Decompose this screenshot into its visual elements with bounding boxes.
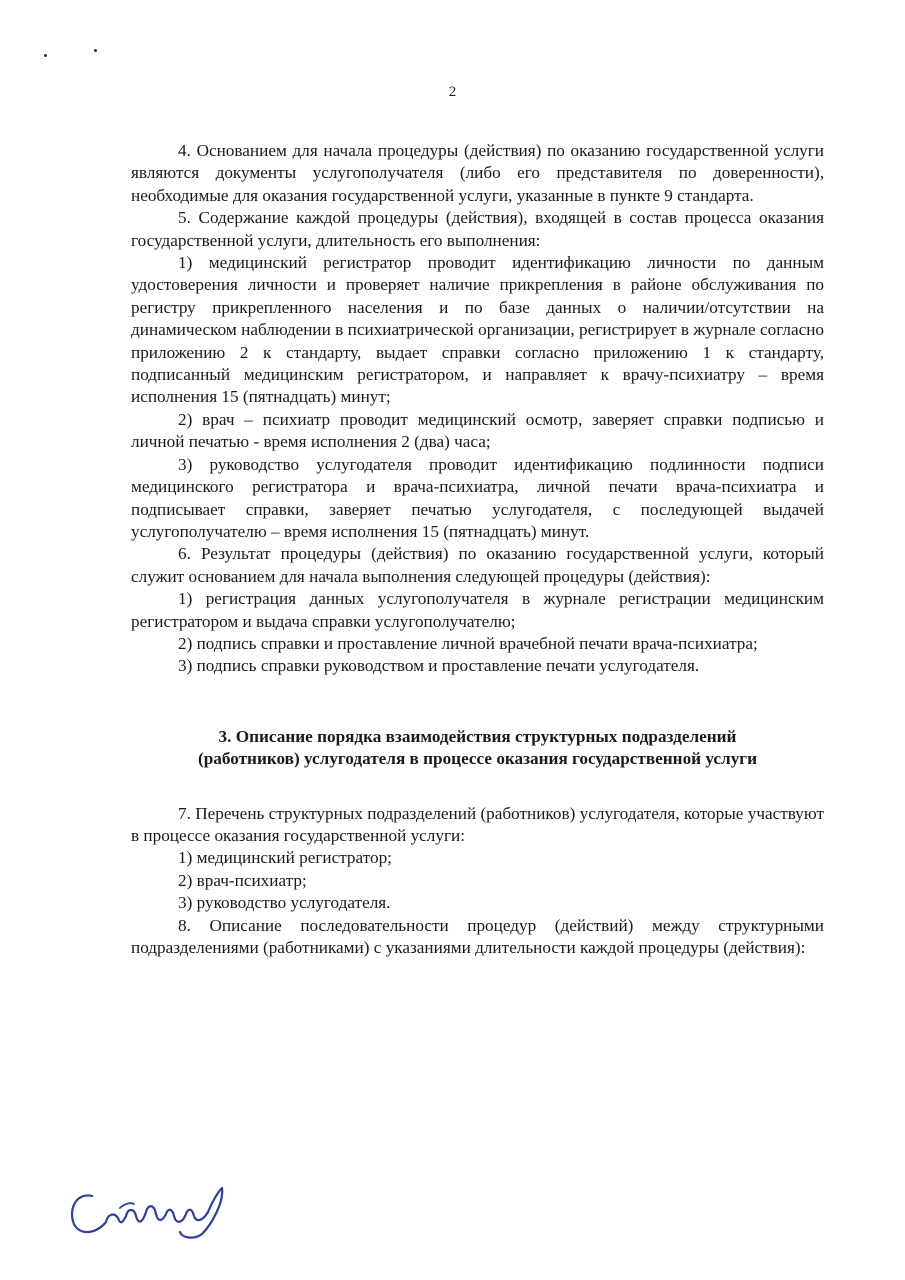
paragraph-7-item-2: 2) врач-психиатр;	[178, 870, 307, 890]
section-3-heading-line-1: 3. Описание порядка взаимодействия структурных подразделений	[218, 726, 737, 746]
paragraph-8: 8. Описание последовательности процедур (действий) между структурными подразделениями (работниками) с указаниями длительности каждой процедуры (действия):	[131, 915, 824, 957]
paragraph-7-item-3: 3) руководство услугодателя.	[178, 893, 391, 913]
document-body	[131, 140, 824, 959]
paragraph-5-item-1: 1) медицинский регистратор проводит идентификацию личности по данным удостоверения личности и проверяет наличие прикрепления в районе обслуживания по регистру прикрепленного населения и по базе данных о наличии/отсутствии на динамическом наблюдении в психиатрической организации, регистрирует в журнале согласно приложению 2 к стандарту, выдает справки согласно приложению 1 к стандарту, подписанный медицинским регистратором, и направляет к врачу-психиатру – время исполнения 15 (пятнадцать) минут;	[131, 253, 824, 407]
section-3-heading	[131, 726, 824, 771]
paragraph-5-item-2: 2) врач – психиатр проводит медицинский осмотр, заверяет справки подписью и личной печатью - время исполнения 2 (два) часа;	[131, 409, 824, 452]
paragraph-6-item-3: 3) подпись справки руководством и проставление печати услугодателя.	[178, 656, 700, 676]
paragraph-7-item-1: 1) медицинский регистратор;	[178, 848, 392, 868]
section-3-heading-line-2: (работников) услугодателя в процессе оказания государственной услуги	[197, 749, 757, 769]
paragraph-7: 7. Перечень структурных подразделений (работников) услугодателя, которые участвуют в процессе оказания государственной услуги:	[131, 803, 824, 845]
paragraph-6: 6. Результат процедуры (действия) по оказанию государственной услуги, который служит основанием для начала выполнения следующей процедуры (действия):	[131, 544, 824, 586]
paragraph-5-item-3: 3) руководство услугодателя проводит идентификацию подлинности подписи медицинского регистратора и врача-психиатра, личной печати врача-психиатра и подписывает справки, заверяет печатью услугодателя, с последующей выдачей услугополучателю – время исполнения 15 (пятнадцать) минут.	[131, 454, 824, 541]
paragraph-5: 5. Содержание каждой процедуры (действия), входящей в состав процесса оказания государственной услуги, длительность его выполнения:	[131, 208, 824, 250]
paragraph-6-item-2: 2) подпись справки и проставление личной врачебной печати врача-психиатра;	[178, 633, 758, 653]
scan-speck	[94, 49, 97, 52]
page-number: 2	[448, 84, 457, 100]
handwritten-signature	[62, 1178, 232, 1248]
scan-speck	[44, 54, 47, 57]
paragraph-6-item-1: 1) регистрация данных услугополучателя в журнале регистрации медицинским регистратором и выдача справки услугополучателю;	[131, 589, 824, 631]
paragraph-4: 4. Основанием для начала процедуры (действия) по оказанию государственной услуги являются документы услугополучателя (либо его представителя по доверенности), необходимые для оказания государственной услуги, указанные в пункте 9 стандарта.	[131, 141, 824, 205]
